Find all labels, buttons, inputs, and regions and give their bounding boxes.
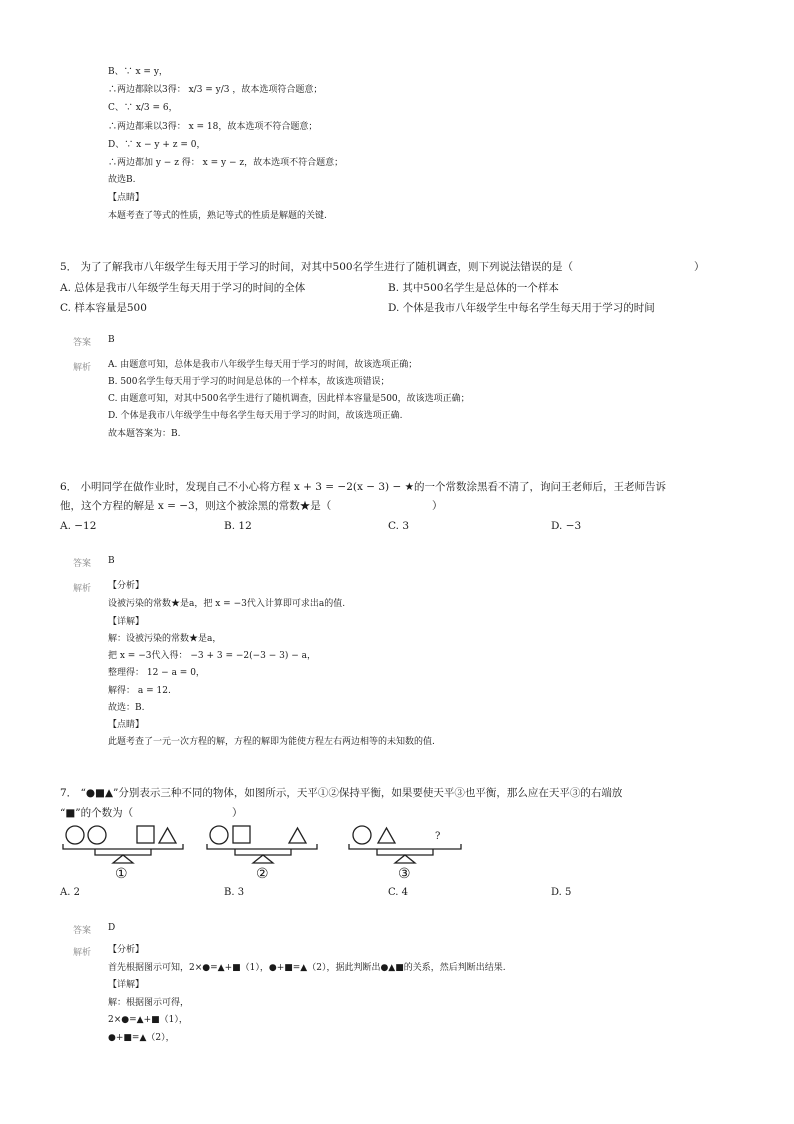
q6-analysis-line: 解得： a = 12. xyxy=(108,686,171,696)
q7-stem-line2: “■”的个数为（ xyxy=(60,807,134,819)
q6-analysis-line: 解：设被污染的常数★是a， xyxy=(108,634,222,644)
balance-scale-3 xyxy=(349,826,461,863)
q4-line: 故选B. xyxy=(108,175,136,185)
q5-analysis-line: C. 由题意可知，对其中500名学生进行了随机调查，因此样本容量是500，故该选项正确； xyxy=(108,394,470,404)
q6-option-a: A. −12 xyxy=(60,520,97,532)
q5-option-a: A. 总体是我市八年级学生每天用于学习的时间的全体 xyxy=(60,282,306,294)
circle-object xyxy=(66,826,84,844)
q6-answer-label: 答案 xyxy=(73,559,92,569)
q5-stem-close: ） xyxy=(694,261,705,273)
q5-option-b: B. 其中500名学生是总体的一个样本 xyxy=(388,282,559,294)
q7-analysis-line: ●+■=▲（2）， xyxy=(108,1033,175,1043)
q5-option-c: C. 样本容量是500 xyxy=(60,302,147,314)
q5-answer-label: 答案 xyxy=(73,338,92,348)
balance-scale-1 xyxy=(63,826,183,863)
q6-analysis-line: 整理得： 12 − a = 0， xyxy=(108,668,205,678)
scale-label-2: ② xyxy=(256,866,269,882)
q6-option-d: D. −3 xyxy=(551,520,582,532)
q4-line: 本题考查了等式的性质，熟记等式的性质是解题的关键. xyxy=(108,211,327,221)
q4-line: 【点睛】 xyxy=(108,193,145,203)
q7-analysis-line: 【详解】 xyxy=(108,980,145,990)
q5-option-d: D. 个体是我市八年级学生中每名学生每天用于学习的时间 xyxy=(388,302,655,314)
q5-analysis-line: A. 由题意可知，总体是我市八年级学生每天用于学习的时间，故该选项正确； xyxy=(108,360,418,370)
q6-option-b: B. 12 xyxy=(224,520,252,532)
q5-answer: B xyxy=(108,335,115,345)
scale-3-unknown: ? xyxy=(435,831,441,842)
q6-analysis-line: 故选：B. xyxy=(108,703,145,713)
q6-analysis-line: 【详解】 xyxy=(108,617,145,627)
q6-analysis-line: 【点睛】 xyxy=(108,720,145,730)
q5-analysis-line: 故本题答案为：B. xyxy=(108,429,181,439)
square-object xyxy=(137,826,154,843)
circle-object xyxy=(353,826,371,844)
square-object xyxy=(233,826,250,843)
q7-option-d: D. 5 xyxy=(551,887,572,898)
triangle-object xyxy=(378,828,395,843)
q6-analysis-line: 此题考查了一元一次方程的解，方程的解即为能使方程左右两边相等的未知数的值. xyxy=(108,737,435,747)
q7-analysis-line: 首先根据图示可知，2×●=▲+■（1），●+■=▲（2），据此判断出●▲■的关系，然后判断出结果. xyxy=(108,963,506,973)
balance-scale-2 xyxy=(207,826,317,863)
q6-stem-line1: 6． 小明同学在做作业时，发现自己不小心将方程 x + 3 = −2(x − 3) − ★的一个常数涂黑看不清了，询问王老师后，王老师告诉 xyxy=(60,481,667,493)
q7-option-a: A. 2 xyxy=(60,887,80,898)
q7-stem-line1: 7． “●■▲”分别表示三种不同的物体，如图所示，天平①②保持平衡，如果要使天平③也平衡，那么应在天平③的右端放 xyxy=(60,787,623,799)
q7-option-b: B. 3 xyxy=(224,887,245,898)
triangle-object xyxy=(159,828,176,843)
q5-analysis-line: B. 500名学生每天用于学习的时间是总体的一个样本，故该选项错误； xyxy=(108,377,390,387)
q6-analysis-label: 解析 xyxy=(73,584,92,594)
q7-answer-label: 答案 xyxy=(73,926,92,936)
q4-line: B、∵ x = y， xyxy=(108,67,168,77)
q5-analysis-line: D. 个体是我市八年级学生中每名学生每天用于学习的时间，故该选项正确. xyxy=(108,411,403,421)
scale-label-3: ③ xyxy=(398,866,411,882)
q4-line: D、∵ x − y + z = 0， xyxy=(108,140,206,150)
q6-analysis-line: 设被污染的常数★是a，把 x = −3代入计算即可求出a的值. xyxy=(108,599,346,609)
q6-stem-line2: 他，这个方程的解是 x = −3，则这个被涂黑的常数★是（ xyxy=(60,500,332,512)
q7-analysis-line: 2×●=▲+■（1）， xyxy=(108,1015,188,1025)
q7-analysis-label: 解析 xyxy=(73,948,92,958)
q7-option-c: C. 4 xyxy=(388,887,409,898)
q6-answer: B xyxy=(108,556,115,566)
q6-stem-close: ） xyxy=(432,500,443,512)
q4-line: ∴两边都乘以3得： x = 18，故本选项不符合题意； xyxy=(108,122,318,132)
scale-label-1: ① xyxy=(115,866,128,882)
q4-line: ∴两边都加 y − z 得： x = y − z，故本选项不符合题意； xyxy=(108,158,344,168)
q7-answer: D xyxy=(108,923,116,933)
q5-stem: 5． 为了了解我市八年级学生每天用于学习的时间，对其中500名学生进行了随机调查，则下列说法错误的是（ xyxy=(60,261,574,273)
triangle-object xyxy=(289,828,306,843)
q7-analysis-line: 解：根据图示可得， xyxy=(108,998,190,1008)
q7-analysis-line: 【分析】 xyxy=(108,945,145,955)
q4-line: C、∵ x/3 = 6， xyxy=(108,103,178,113)
circle-object xyxy=(88,826,106,844)
q5-analysis-label: 解析 xyxy=(73,363,92,373)
circle-object xyxy=(210,826,228,844)
q4-line: ∴两边都除以3得： x/3 = y/3 ，故本选项符合题意； xyxy=(108,85,323,95)
q6-analysis-line: 【分析】 xyxy=(108,581,145,591)
q6-analysis-line: 把 x = −3代入得： −3 + 3 = −2(−3 − 3) − a， xyxy=(108,651,317,661)
q6-option-c: C. 3 xyxy=(388,520,410,532)
q7-stem-close: ） xyxy=(232,807,243,819)
